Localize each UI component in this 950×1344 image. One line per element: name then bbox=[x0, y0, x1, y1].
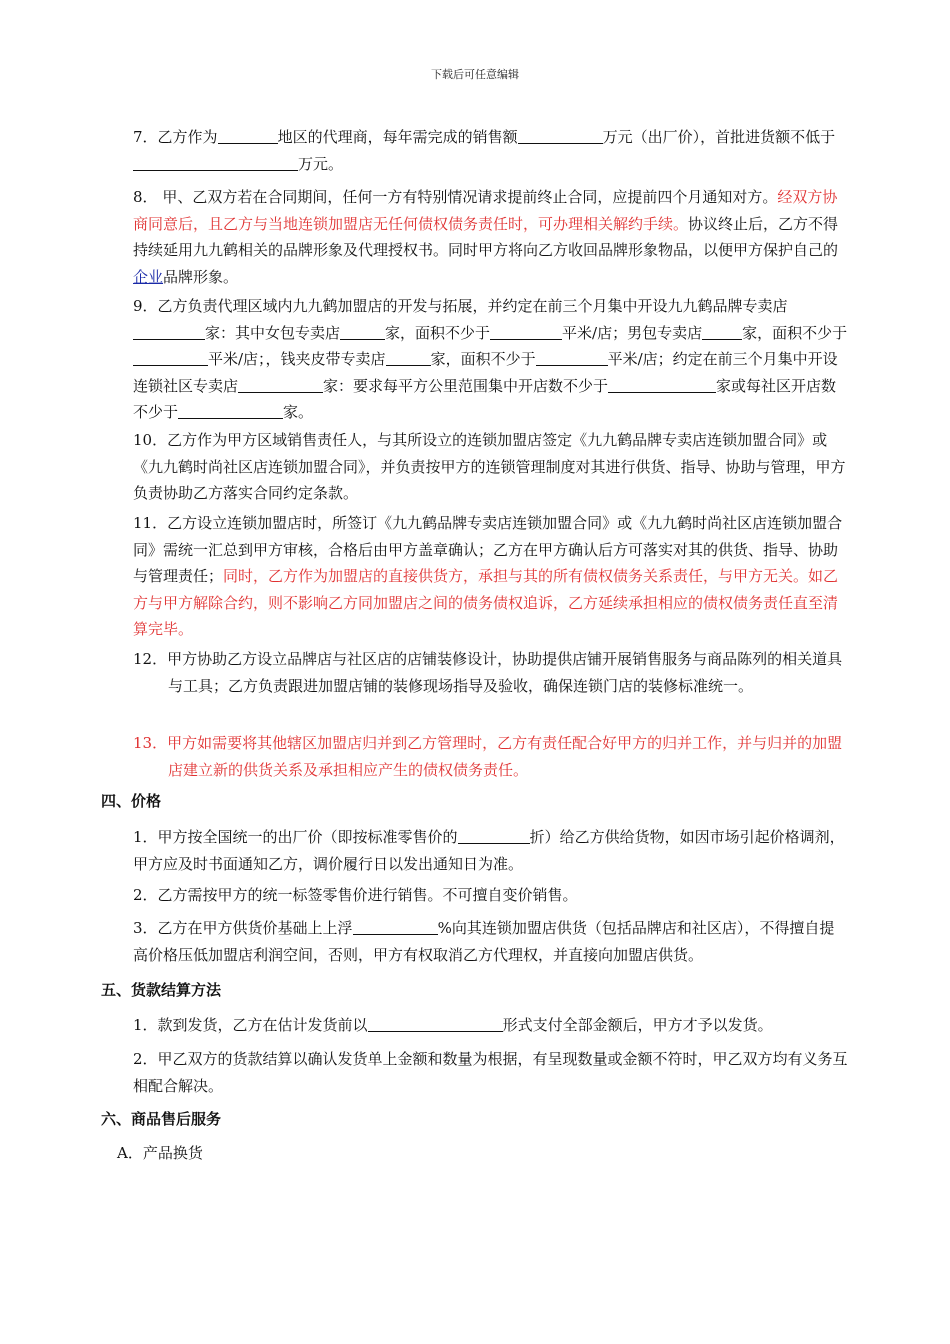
payment-clause-1: 1．款到发货，乙方在估计发货前以 形式支付全部金额后，甲方才予以发货。 bbox=[133, 1016, 773, 1034]
enterprise-link[interactable]: 企业 bbox=[133, 267, 164, 286]
blank-wallet-count[interactable] bbox=[386, 349, 431, 366]
blank-womens-area[interactable] bbox=[490, 323, 562, 340]
blank-store-count[interactable] bbox=[133, 323, 205, 340]
subsection-exchange: A．产品换货 bbox=[117, 1144, 203, 1162]
clause-8: 8． 甲、乙双方若在合同期间，任何一方有特别情况请求提前终止合同，应提前四个月通知对方。经双方协商同意后，且乙方与当地连锁加盟店无任何债权债务责任时，可办理相关解约手续。协议终止后，乙方不得持续延用九九鹤相关的品牌形象及代理授权书。同时甲方将向乙方收回品牌形象物品，以便甲方保护自己的企业品牌形象。 bbox=[133, 188, 839, 286]
blank-region[interactable] bbox=[218, 127, 278, 144]
clause-9: 9．乙方负责代理区域内九九鹤加盟店的开发与拓展，并约定在前三个月集中开设九九鹤品牌专卖店家：其中女包专卖店 家，面积不少于 平米/店；男包专卖店 家，面积不少于平米/店；，钱夹皮带专卖店 家，面积不少于 平米/店；约定在前三个月集中开设连锁社区专卖店 家：要求每平方公里范围集中开店数不少于 家或每社区开店数不少于 家。 bbox=[133, 297, 848, 421]
blank-sales-amount[interactable] bbox=[518, 127, 603, 144]
blank-first-order[interactable] bbox=[133, 154, 298, 171]
price-clause-2: 2．乙方需按甲方的统一标签零售价进行销售。不可擅自变价销售。 bbox=[133, 886, 578, 904]
payment-clause-2: 2．甲乙双方的货款结算以确认发货单上金额和数量为根据，有呈现数量或金额不符时，甲乙双方均有义务互相配合解决。 bbox=[133, 1050, 848, 1095]
page-header: 下载后可任意编辑 bbox=[431, 68, 519, 81]
clause-7: 7．乙方作为 地区的代理商，每年需完成的销售额 万元（出厂价），首批进货额不低于万元。 bbox=[133, 128, 836, 173]
clause-12: 12．甲方协助乙方设立品牌店与社区店的店铺装修设计，协助提供店铺开展销售服务与商品陈列的相关道具与工具；乙方负责跟进加盟店铺的装修现场指导及验收，确保连锁门店的装修标准统一。 bbox=[133, 650, 843, 695]
blank-payment-method[interactable] bbox=[368, 1015, 503, 1032]
blank-markup[interactable] bbox=[353, 918, 438, 935]
blank-mens-count[interactable] bbox=[702, 323, 742, 340]
clause-11: 11．乙方设立连锁加盟店时，所签订《九九鹤品牌专卖店连锁加盟合同》或《九九鹤时尚社区店连锁加盟合同》需统一汇总到甲方审核，合格后由甲方盖章确认；乙方在甲方确认后方可落实对其的供货、指导、协助与管理责任；同时，乙方作为加盟店的直接供货方，承担与其的所有债权债务关系责任，与甲方无关。如乙方与甲方解除合约，则不影响乙方同加盟店之间的债务债权追诉，乙方延续承担相应的债权债务责任直至清算完毕。 bbox=[133, 514, 843, 638]
price-clause-1: 1．甲方按全国统一的出厂价（即按标准零售价的 折）给乙方供给货物，如因市场引起价格调剂，甲方应及时书面通知乙方，调价履行日以发出通知日为准。 bbox=[133, 828, 845, 873]
blank-discount[interactable] bbox=[458, 827, 530, 844]
section-aftersales-heading: 六、商品售后服务 bbox=[101, 1110, 222, 1128]
blank-wallet-area[interactable] bbox=[536, 349, 608, 366]
blank-per-community[interactable] bbox=[178, 402, 283, 419]
blank-per-km[interactable] bbox=[608, 376, 716, 393]
section-price-heading: 四、价格 bbox=[101, 792, 162, 810]
blank-womens-count[interactable] bbox=[340, 323, 385, 340]
clause-13: 13．甲方如需要将其他辖区加盟店归并到乙方管理时，乙方有责任配合好甲方的归并工作，并与归并的加盟店建立新的供货关系及承担相应产生的债权债务责任。 bbox=[133, 734, 843, 779]
blank-community-count[interactable] bbox=[238, 376, 323, 393]
blank-mens-area[interactable] bbox=[133, 349, 208, 366]
clause-10: 10．乙方作为甲方区域销售责任人，与其所设立的连锁加盟店签定《九九鹤品牌专卖店连锁加盟合同》或《九九鹤时尚社区店连锁加盟合同》，并负责按甲方的连锁管理制度对其进行供货、指导、协助与管理，甲方负责协助乙方落实合同约定条款。 bbox=[133, 431, 846, 502]
price-clause-3: 3．乙方在甲方供货价基础上上浮 %向其连锁加盟店供货（包括品牌店和社区店），不得擅自提高价格压低加盟店利润空间，否则，甲方有权取消乙方代理权，并直接向加盟店供货。 bbox=[133, 919, 835, 964]
section-payment-heading: 五、货款结算方法 bbox=[101, 981, 222, 999]
